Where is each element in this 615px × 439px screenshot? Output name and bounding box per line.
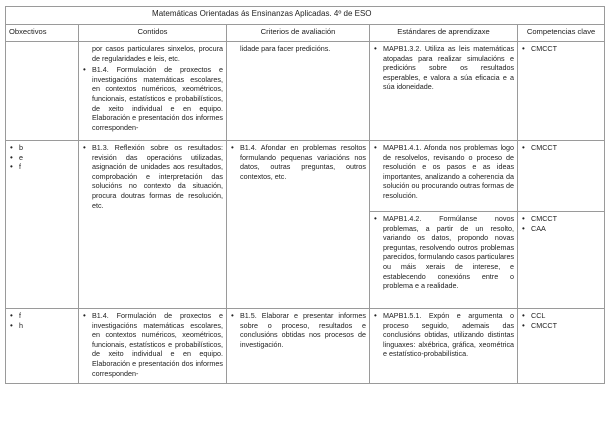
cell-contidos [79, 309, 227, 384]
competencia-item: • CMCCT [531, 143, 601, 153]
table-row [6, 141, 605, 212]
cell-estandares [370, 141, 518, 212]
header-competencias: Competencias clave [518, 25, 605, 42]
cell-criterios [227, 42, 370, 141]
obxectivo-item: • h [19, 321, 75, 331]
cell-estandares [370, 309, 518, 384]
estandar-item: • MAPB1.4.2. Formúlanse novos problemas, a partir de un resolto, variando os datos, propondo novas preguntas, resolvendo outros problemas parecidos, formulando casos particulares ou máis xerais de interese, e establecendo conexións entre o problema e a realidade. [383, 214, 514, 291]
criterios-continuation: lidade para facer predicións. [240, 44, 331, 53]
contidos-item: • B1.4. Formulación de proxectos e investigacións matemáticas escolares, en contextos numéricos, xeométricos, funcionais, estatísticos e probabilísticos, de xeito individual e en equipo. Elaboración e presentación dos informes corresponden- [92, 311, 223, 378]
competencia-item: • CMCCT [531, 214, 601, 224]
header-criterios: Criterios de avaliación [227, 25, 370, 42]
competencia-item: • CMCCT [531, 321, 601, 331]
cell-criterios [227, 141, 370, 309]
table-title: Matemáticas Orientadas ás Ensinanzas Aplicadas. 4º de ESO [6, 7, 518, 25]
header-obxectivos: Obxectivos [6, 25, 79, 42]
table-row [6, 42, 605, 141]
estandar-item: • MAPB1.3.2. Utiliza as leis matemáticas atopadas para realizar simulacións e predicións sobre os resultados esperables, e valora a súa eficacia e a súa idoneidade. [383, 44, 514, 92]
table-row [6, 309, 605, 384]
cell-competencias [518, 212, 605, 309]
table-header-row [6, 25, 605, 42]
cell-obxectivos [6, 141, 79, 309]
competencia-item: • CCL [531, 311, 601, 321]
cell-criterios [227, 309, 370, 384]
obxectivo-item: • f [19, 311, 75, 321]
obxectivo-item: • b [19, 143, 75, 153]
cell-estandares [370, 42, 518, 141]
competencia-item: • CAA [531, 224, 601, 234]
criterio-item: • B1.4. Afondar en problemas resoltos formulando pequenas variacións nos datos, outras preguntas, outros contextos, etc. [240, 143, 366, 181]
estandar-item: • MAPB1.4.1. Afonda nos problemas logo de resolvelos, revisando o proceso de resolución e os pasos e as ideas importantes, analizando a coherencia da solución ou procurando outras formas de resolución. [383, 143, 514, 201]
contidos-continuation: por casos particulares sinxelos, procura de regularidades e leis, etc. [92, 44, 223, 63]
header-estandares: Estándares de aprendizaxe [370, 25, 518, 42]
cell-competencias [518, 309, 605, 384]
cell-contidos [79, 42, 227, 141]
cell-obxectivos [6, 309, 79, 384]
cell-estandares [370, 212, 518, 309]
cell-obxectivos-empty [6, 42, 79, 141]
table-title-spacer [518, 7, 605, 25]
criterio-item: • B1.5. Elaborar e presentar informes sobre o proceso, resultados e conclusións obtidas nos procesos de investigación. [240, 311, 366, 349]
cell-competencias [518, 42, 605, 141]
curriculum-table [5, 6, 605, 384]
cell-contidos [79, 141, 227, 309]
obxectivo-item: • f [19, 162, 75, 172]
table-title-row [6, 7, 605, 25]
header-contidos: Contidos [79, 25, 227, 42]
cell-competencias [518, 141, 605, 212]
obxectivo-item: • e [19, 153, 75, 163]
contidos-item-b14: • B1.4. Formulación de proxectos e investigacións matemáticas escolares, en contextos numéricos, xeométricos, funcionais, estatísticos e probabilísticos, de xeito individual e en equipo. Elaboración e presentación dos informes corresponden- [92, 65, 223, 132]
contidos-item: • B1.3. Reflexión sobre os resultados: revisión das operacións utilizadas, asignación de unidades aos resultados, comprobación e interpretación das solucións no contexto da situación, procura doutras formas de resolución, etc. [92, 143, 223, 210]
competencia-item: • CMCCT [531, 44, 601, 54]
estandar-item: • MAPB1.5.1. Expón e argumenta o proceso seguido, ademais das conclusións obtidas, utilizando distintas linguaxes: alxébrica, gráfica, xeométrica e estatístico-probabilística. [383, 311, 514, 359]
